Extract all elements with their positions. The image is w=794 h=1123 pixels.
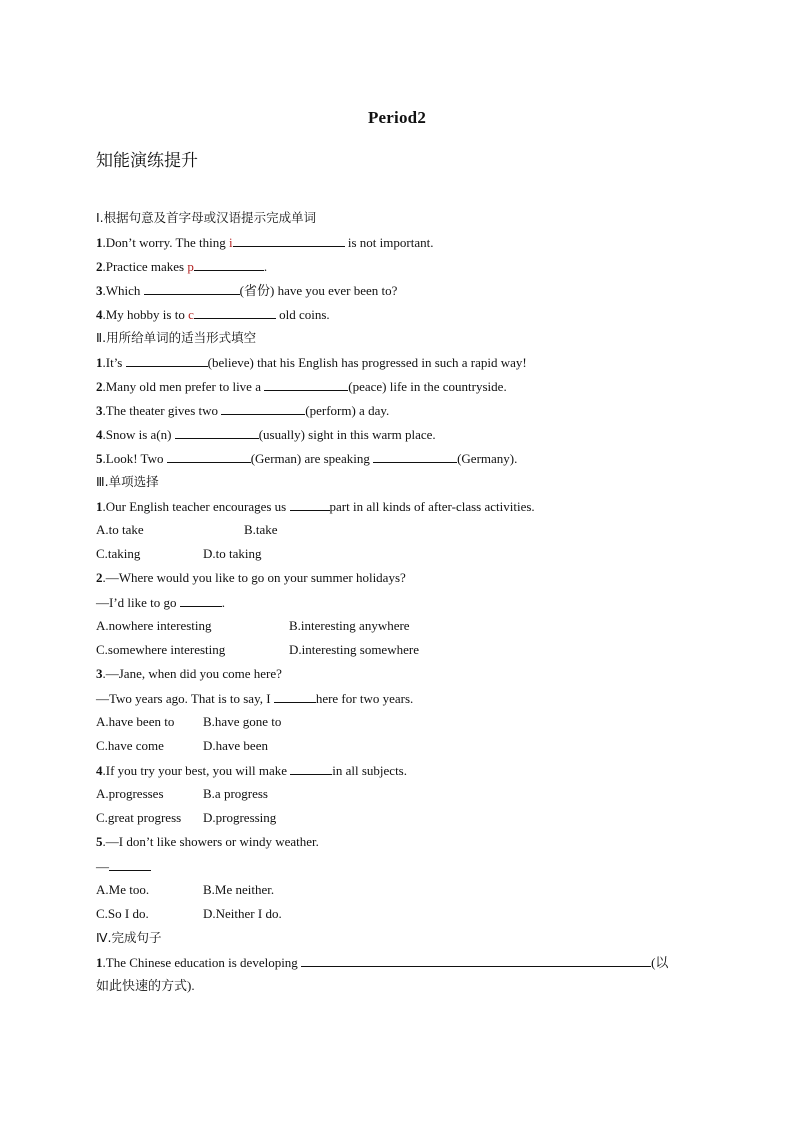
s3-q4-options-row2	[96, 810, 276, 826]
letter-hint: i	[229, 235, 233, 250]
s3-q5-line2: —	[96, 858, 151, 875]
answer-blank[interactable]	[290, 498, 330, 511]
option-b[interactable]: B.Me neither.	[203, 882, 275, 897]
answer-blank[interactable]	[180, 594, 222, 607]
s1-question-1: 1.Don’t worry. The thing i is not important.	[96, 235, 434, 250]
answer-blank[interactable]	[126, 354, 208, 367]
s4-question-1-cont: 如此快速的方式).	[96, 978, 195, 993]
s4-question-1: 1.The Chinese education is developing (以	[96, 955, 669, 970]
option-b[interactable]: B.have gone to	[203, 714, 282, 729]
option-a[interactable]: A.nowhere interesting	[96, 618, 212, 633]
answer-blank[interactable]	[301, 954, 651, 967]
s3-q3-options-row1	[96, 714, 281, 730]
answer-blank[interactable]	[233, 234, 345, 247]
option-c[interactable]: C.great progress	[96, 810, 182, 825]
question-number: 2	[96, 570, 103, 585]
question-number: 2	[96, 259, 103, 274]
question-number: 4	[96, 307, 103, 322]
option-a[interactable]: A.have been to	[96, 714, 175, 729]
s1-question-2: 2.Practice makes p .	[96, 259, 268, 274]
page-subtitle: 知能演练提升	[96, 151, 198, 171]
s2-question-4: 4.Snow is a(n) (usually) sight in this warm place.	[96, 427, 436, 442]
s2-question-3: 3.The theater gives two (perform) a day.	[96, 403, 390, 418]
page-title: Period2	[367, 108, 427, 127]
s3-q2-line2: —I’d like to go .	[96, 595, 226, 610]
option-d[interactable]: D.interesting somewhere	[289, 642, 419, 657]
s3-q3-line2: —Two years ago. That is to say, I here for two years.	[96, 691, 414, 706]
s3-q1-options-row2	[96, 546, 262, 562]
answer-blank[interactable]	[175, 426, 259, 439]
question-number: 2	[96, 379, 103, 394]
option-d[interactable]: D.progressing	[203, 810, 277, 825]
option-d[interactable]: D.Neither I do.	[203, 906, 282, 921]
question-number: 1	[96, 235, 103, 250]
section-4-heading: Ⅳ.完成句子	[96, 930, 162, 945]
answer-blank[interactable]	[194, 306, 276, 319]
question-number: 3	[96, 666, 103, 681]
s1-question-3: 3.Which (省份) have you ever been to?	[96, 283, 398, 298]
option-d[interactable]: D.have been	[203, 738, 268, 753]
option-d[interactable]: D.to taking	[203, 546, 262, 561]
option-c[interactable]: C.have come	[96, 738, 164, 753]
s3-question-3: 3.—Jane, when did you come here?	[96, 666, 282, 681]
letter-hint: p	[187, 259, 194, 274]
option-c[interactable]: C.somewhere interesting	[96, 642, 226, 657]
answer-blank[interactable]	[109, 858, 151, 871]
s3-q1-options-row1	[96, 522, 278, 538]
s3-question-4: 4.If you try your best, you will make in all subjects.	[96, 763, 407, 778]
option-b[interactable]: B.a progress	[203, 786, 268, 801]
s2-question-2: 2.Many old men prefer to live a (peace) life in the countryside.	[96, 379, 507, 394]
s3-q5-options-row1	[96, 882, 274, 898]
question-number: 4	[96, 427, 103, 442]
s3-question-5: 5.—I don’t like showers or windy weather.	[96, 834, 319, 849]
answer-blank[interactable]	[264, 378, 348, 391]
question-number: 5	[96, 834, 103, 849]
answer-blank[interactable]	[290, 762, 332, 775]
section-3-heading: Ⅲ.单项选择	[96, 474, 159, 489]
question-number: 5	[96, 451, 103, 466]
question-number: 1	[96, 355, 103, 370]
answer-blank[interactable]	[373, 450, 457, 463]
question-number: 1	[96, 955, 103, 970]
s1-question-4: 4.My hobby is to c old coins.	[96, 307, 330, 322]
answer-blank[interactable]	[194, 258, 264, 271]
s3-q5-options-row2	[96, 906, 282, 922]
option-a[interactable]: A.to take	[96, 522, 144, 537]
option-b[interactable]: B.take	[244, 522, 278, 537]
option-c[interactable]: C.taking	[96, 546, 141, 561]
section-2-heading: Ⅱ.用所给单词的适当形式填空	[96, 330, 257, 345]
answer-blank[interactable]	[274, 690, 316, 703]
s2-question-1: 1.It’s (believe) that his English has progressed in such a rapid way!	[96, 355, 527, 370]
s3-q4-options-row1	[96, 786, 268, 802]
s2-question-5: 5.Look! Two (German) are speaking (Germany).	[96, 451, 518, 466]
section-1-heading: Ⅰ.根据句意及首字母或汉语提示完成单词	[96, 210, 317, 225]
s3-q3-options-row2	[96, 738, 268, 754]
letter-hint: c	[188, 307, 194, 322]
s3-q2-options-row1	[96, 618, 410, 634]
answer-blank[interactable]	[167, 450, 251, 463]
answer-blank[interactable]	[221, 402, 305, 415]
option-b[interactable]: B.interesting anywhere	[289, 618, 410, 633]
question-number: 4	[96, 763, 103, 778]
s3-question-2: 2.—Where would you like to go on your summer holidays?	[96, 570, 406, 585]
question-number: 3	[96, 403, 103, 418]
option-a[interactable]: A.Me too.	[96, 882, 150, 897]
s3-question-1: 1.Our English teacher encourages us part in all kinds of after-class activities.	[96, 499, 535, 514]
s3-q2-options-row2	[96, 642, 419, 658]
answer-blank[interactable]	[144, 282, 240, 295]
option-a[interactable]: A.progresses	[96, 786, 164, 801]
question-number: 1	[96, 499, 103, 514]
option-c[interactable]: C.So I do.	[96, 906, 149, 921]
question-number: 3	[96, 283, 103, 298]
